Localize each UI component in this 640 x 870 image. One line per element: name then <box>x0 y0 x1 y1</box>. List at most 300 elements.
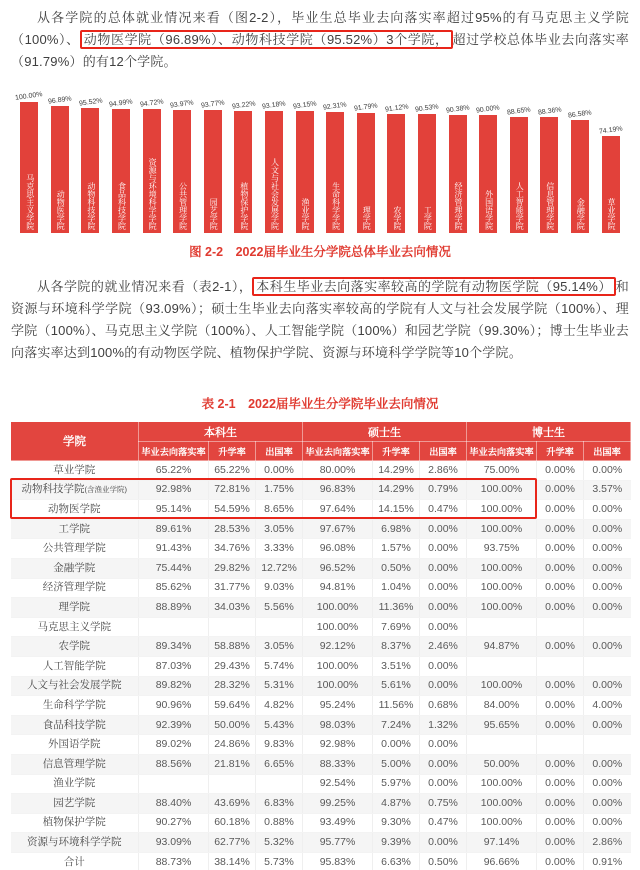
bar-column <box>351 104 382 233</box>
rate-cell: 84.00% <box>467 696 537 716</box>
rate-cell: 100.00% <box>467 774 537 794</box>
rate-cell: 9.30% <box>373 813 420 833</box>
bar <box>387 114 405 233</box>
rate-cell: 92.39% <box>139 715 209 735</box>
rate-cell: 50.00% <box>467 754 537 774</box>
table-row <box>11 696 631 716</box>
rate-cell: 5.73% <box>256 852 303 870</box>
rate-cell: 8.65% <box>256 500 303 520</box>
college-name-cell: 资源与环境科学学院 <box>11 833 139 853</box>
bar-value-label: 93.97% <box>170 99 195 110</box>
college-name-cell: 动物科技学院(含渔业学院) <box>11 480 139 500</box>
header-abroad-rate: 出国率 <box>584 442 631 461</box>
table-row <box>11 774 631 794</box>
table-row <box>11 461 631 481</box>
rate-cell: 88.89% <box>139 598 209 618</box>
rate-cell: 14.29% <box>373 480 420 500</box>
bar-category-label: 食品科技学院 <box>117 182 127 230</box>
bar-chart <box>14 83 626 233</box>
rate-cell: 9.83% <box>256 735 303 755</box>
rate-cell: 29.43% <box>209 656 256 676</box>
rate-cell: 3.05% <box>256 519 303 539</box>
paragraph2-highlight-box: 本科生毕业去向落实率较高的学院有动物医学院（95.14%） <box>252 277 616 296</box>
bar-column <box>381 102 412 233</box>
rate-cell: 9.39% <box>373 833 420 853</box>
bar-category-label: 金融学院 <box>576 198 586 230</box>
rate-cell: 12.72% <box>256 558 303 578</box>
rate-cell: 91.43% <box>139 539 209 559</box>
paragraph2-post: 和资源与环境科学学院（93.09%）；硕士生毕业去向落实率较高的学院有人文与社会发展学院（100%）、理学院（100%）、马克思主义学院（100%）、人工智能学院（100%）和园艺学院（99.30%）；博士生毕业去向落实率达到100%的有动物医学院、植物保护学院、资源与环境科学学院等10个学院。 <box>11 279 629 360</box>
rate-cell: 96.83% <box>303 480 373 500</box>
rate-cell: 88.56% <box>139 754 209 774</box>
rate-cell: 98.03% <box>303 715 373 735</box>
rate-cell: 1.04% <box>373 578 420 598</box>
bar-value-label: 88.65% <box>506 106 532 117</box>
bar-value-label: 91.79% <box>353 102 379 113</box>
rate-cell: 0.47% <box>420 500 467 520</box>
bar-value-label: 96.89% <box>47 95 73 106</box>
table-row <box>11 715 631 735</box>
rate-cell: 1.32% <box>420 715 467 735</box>
rate-cell <box>256 774 303 794</box>
rate-cell: 75.00% <box>467 461 537 481</box>
bar <box>540 117 558 233</box>
rate-cell: 89.34% <box>139 637 209 657</box>
table-body <box>11 461 631 870</box>
rate-cell: 0.00% <box>537 715 584 735</box>
rate-cell: 99.25% <box>303 794 373 814</box>
bar-value-label: 74.19% <box>598 125 623 136</box>
figure-caption: 图 2-2 2022届毕业生分学院总体毕业去向情况 <box>189 245 451 259</box>
rate-cell: 0.00% <box>537 833 584 853</box>
college-name-cell: 金融学院 <box>11 558 139 578</box>
table-row <box>11 578 631 598</box>
bar-category-label: 外国语学院 <box>484 190 494 230</box>
rate-cell: 0.00% <box>584 500 631 520</box>
rate-cell: 89.02% <box>139 735 209 755</box>
rate-cell: 94.81% <box>303 578 373 598</box>
bar-category-label: 公共管理学院 <box>178 182 188 230</box>
rate-cell: 11.36% <box>373 598 420 618</box>
rate-cell: 0.00% <box>373 735 420 755</box>
bar <box>51 106 69 233</box>
rate-cell: 0.00% <box>537 754 584 774</box>
rate-cell: 2.86% <box>420 461 467 481</box>
rate-cell: 0.00% <box>420 578 467 598</box>
rate-cell: 28.32% <box>209 676 256 696</box>
rate-cell: 100.00% <box>467 794 537 814</box>
rate-cell: 6.63% <box>373 852 420 870</box>
bar <box>602 136 620 233</box>
bar-category-label: 工学院 <box>423 206 433 230</box>
bar-category-label: 渔业学院 <box>301 198 311 230</box>
table-row <box>11 500 631 520</box>
rate-cell: 100.00% <box>303 656 373 676</box>
rate-cell: 0.00% <box>420 676 467 696</box>
rate-cell: 2.86% <box>584 833 631 853</box>
rate-cell <box>584 617 631 637</box>
header-group-undergraduate: 本科生 <box>139 422 303 442</box>
rate-cell: 0.00% <box>420 558 467 578</box>
rate-cell: 0.68% <box>420 696 467 716</box>
rate-cell: 5.31% <box>256 676 303 696</box>
bar <box>296 111 314 233</box>
rate-cell: 5.43% <box>256 715 303 735</box>
bar-column <box>289 102 320 233</box>
rate-cell: 0.00% <box>584 794 631 814</box>
college-name-cell: 园艺学院 <box>11 794 139 814</box>
rate-cell: 93.09% <box>139 833 209 853</box>
rate-cell: 97.67% <box>303 519 373 539</box>
bar-column <box>14 93 45 233</box>
rate-cell: 58.88% <box>209 637 256 657</box>
rate-cell: 34.03% <box>209 598 256 618</box>
college-name-cell: 经济管理学院 <box>11 578 139 598</box>
rate-cell <box>467 735 537 755</box>
bar-category-label: 经济管理学院 <box>454 182 463 230</box>
rate-cell: 2.46% <box>420 637 467 657</box>
college-name-note: (含渔业学院) <box>84 485 127 495</box>
bar-column <box>565 108 596 233</box>
bar <box>112 109 130 233</box>
bar-value-label: 93.15% <box>292 100 317 111</box>
rate-cell <box>584 656 631 676</box>
rate-cell: 97.14% <box>467 833 537 853</box>
table-row <box>11 676 631 696</box>
rate-cell: 0.00% <box>537 500 584 520</box>
header-abroad-rate: 出国率 <box>420 442 467 461</box>
bar <box>326 112 344 233</box>
rate-cell: 92.98% <box>303 735 373 755</box>
bar-column <box>45 97 76 233</box>
rate-cell: 0.00% <box>584 813 631 833</box>
rate-cell <box>256 617 303 637</box>
bar-column <box>198 101 229 233</box>
header-college: 学院 <box>11 422 139 461</box>
rate-cell: 0.00% <box>537 813 584 833</box>
rate-cell: 0.00% <box>420 598 467 618</box>
table-row <box>11 519 631 539</box>
rate-cell <box>139 617 209 637</box>
rate-cell: 88.33% <box>303 754 373 774</box>
rate-cell: 0.00% <box>584 774 631 794</box>
rate-cell: 100.00% <box>467 500 537 520</box>
rate-cell: 11.56% <box>373 696 420 716</box>
rate-cell: 0.00% <box>537 598 584 618</box>
rate-cell: 89.61% <box>139 519 209 539</box>
college-name-cell: 生命科学学院 <box>11 696 139 716</box>
rate-cell: 80.00% <box>303 461 373 481</box>
rate-cell: 0.00% <box>584 539 631 559</box>
bar-column <box>167 101 198 233</box>
college-name-cell: 人工智能学院 <box>11 656 139 676</box>
bar <box>449 115 467 233</box>
rate-cell: 29.82% <box>209 558 256 578</box>
bar-column <box>75 99 106 233</box>
rate-cell: 0.00% <box>584 578 631 598</box>
rate-cell <box>209 774 256 794</box>
bar-category-label: 园艺学院 <box>209 198 219 230</box>
bar-column <box>106 97 137 233</box>
rate-cell: 0.00% <box>420 774 467 794</box>
rate-cell: 72.81% <box>209 480 256 500</box>
college-name-cell: 植物保护学院 <box>11 813 139 833</box>
header-further-study-rate: 升学率 <box>373 442 420 461</box>
rate-cell: 100.00% <box>467 578 537 598</box>
bar-column <box>473 106 504 233</box>
rate-cell: 100.00% <box>303 598 373 618</box>
rate-cell: 0.00% <box>584 637 631 657</box>
rate-cell: 0.50% <box>420 852 467 870</box>
rate-cell: 9.03% <box>256 578 303 598</box>
rate-cell: 0.00% <box>420 754 467 774</box>
rate-cell <box>584 735 631 755</box>
rate-cell: 96.08% <box>303 539 373 559</box>
rate-cell: 100.00% <box>467 558 537 578</box>
rate-cell: 87.03% <box>139 656 209 676</box>
paragraph2-pre: 从各学院的就业情况来看（表2-1）， <box>37 279 253 294</box>
rate-cell: 0.00% <box>537 637 584 657</box>
rate-cell: 0.00% <box>420 539 467 559</box>
header-abroad-rate: 出国率 <box>256 442 303 461</box>
rate-cell: 100.00% <box>467 519 537 539</box>
paragraph1-post: 超过学校总体毕业去向落实率（91.79%）的有12个学院。 <box>11 32 629 69</box>
bar-category-label: 马克思主义学院 <box>25 174 35 230</box>
rate-cell: 3.33% <box>256 539 303 559</box>
paragraph1-highlight-box: 动物医学院（96.89%）、动物科技学院（95.52%）3个学院， <box>80 30 453 49</box>
bar <box>571 120 589 233</box>
rate-cell: 38.14% <box>209 852 256 870</box>
rate-cell: 8.37% <box>373 637 420 657</box>
rate-cell: 1.57% <box>373 539 420 559</box>
table-row <box>11 833 631 853</box>
rate-cell: 62.77% <box>209 833 256 853</box>
rate-cell: 43.69% <box>209 794 256 814</box>
bar-category-label: 理学院 <box>362 206 372 230</box>
rate-cell: 3.57% <box>584 480 631 500</box>
rate-cell: 100.00% <box>303 676 373 696</box>
bar <box>234 111 252 233</box>
bar <box>357 113 375 233</box>
bar-category-label: 人工智能学院 <box>515 182 525 230</box>
rate-cell: 7.24% <box>373 715 420 735</box>
rate-cell: 54.59% <box>209 500 256 520</box>
bar-category-label: 农学院 <box>392 206 402 230</box>
table-row <box>11 598 631 618</box>
rate-cell: 0.00% <box>537 461 584 481</box>
employment-table <box>10 421 631 870</box>
employment-table-wrapper <box>10 421 630 870</box>
rate-cell: 89.82% <box>139 676 209 696</box>
bar <box>173 110 191 233</box>
rate-cell: 85.62% <box>139 578 209 598</box>
rate-cell: 59.64% <box>209 696 256 716</box>
college-name-cell: 马克思主义学院 <box>11 617 139 637</box>
rate-cell: 34.76% <box>209 539 256 559</box>
rate-cell: 50.00% <box>209 715 256 735</box>
college-name-cell: 公共管理学院 <box>11 539 139 559</box>
rate-cell: 3.05% <box>256 637 303 657</box>
bar-column <box>534 108 565 233</box>
rate-cell: 0.00% <box>537 774 584 794</box>
table-row <box>11 656 631 676</box>
bar-value-label: 93.77% <box>200 99 226 110</box>
bar-category-label: 生命科学学院 <box>331 182 341 230</box>
bar <box>204 110 222 233</box>
college-name-cell: 工学院 <box>11 519 139 539</box>
rate-cell <box>467 656 537 676</box>
rate-cell: 0.00% <box>584 715 631 735</box>
rate-cell: 4.87% <box>373 794 420 814</box>
bar-category-label: 资源与环境科学学院 <box>148 158 158 230</box>
rate-cell: 100.00% <box>467 480 537 500</box>
rate-cell <box>139 774 209 794</box>
bar <box>510 117 528 233</box>
bar-category-label: 草业学院 <box>606 198 616 230</box>
bar-value-label: 100.00% <box>15 91 44 102</box>
rate-cell: 0.79% <box>420 480 467 500</box>
bar-column <box>136 100 167 233</box>
rate-cell: 5.97% <box>373 774 420 794</box>
table-row <box>11 852 631 870</box>
rate-cell: 6.83% <box>256 794 303 814</box>
table-row <box>11 558 631 578</box>
college-name-cell: 农学院 <box>11 637 139 657</box>
bar-column <box>412 105 443 233</box>
rate-cell: 31.77% <box>209 578 256 598</box>
header-placement-rate: 毕业去向落实率 <box>303 442 373 461</box>
table-row <box>11 637 631 657</box>
rate-cell: 0.00% <box>537 578 584 598</box>
college-name-cell: 信息管理学院 <box>11 754 139 774</box>
header-placement-rate: 毕业去向落实率 <box>139 442 209 461</box>
header-further-study-rate: 升学率 <box>209 442 256 461</box>
rate-cell: 60.18% <box>209 813 256 833</box>
bar-value-label: 95.52% <box>78 97 103 108</box>
bar-category-label: 动物医学院 <box>56 190 66 230</box>
overall-employment-paragraph <box>11 7 629 73</box>
rate-cell: 75.44% <box>139 558 209 578</box>
bar-value-label: 94.99% <box>108 97 134 109</box>
rate-cell: 65.22% <box>209 461 256 481</box>
bar-value-label: 93.18% <box>261 100 287 111</box>
rate-cell: 92.54% <box>303 774 373 794</box>
college-name-cell: 草业学院 <box>11 461 139 481</box>
rate-cell: 0.00% <box>420 519 467 539</box>
rate-cell: 0.00% <box>537 794 584 814</box>
rate-cell: 14.29% <box>373 461 420 481</box>
table-row <box>11 539 631 559</box>
table-row <box>11 735 631 755</box>
bar-column <box>442 103 473 233</box>
rate-cell: 3.51% <box>373 656 420 676</box>
rate-cell: 0.91% <box>584 852 631 870</box>
rate-cell: 0.00% <box>537 676 584 696</box>
rate-cell: 0.00% <box>584 754 631 774</box>
rate-cell: 28.53% <box>209 519 256 539</box>
rate-cell <box>467 617 537 637</box>
rate-cell: 88.40% <box>139 794 209 814</box>
rate-cell: 0.00% <box>537 696 584 716</box>
college-name-cell: 合计 <box>11 852 139 870</box>
bar <box>479 115 497 233</box>
rate-cell: 0.00% <box>584 598 631 618</box>
rate-cell <box>537 735 584 755</box>
paragraph1-pre: 从各学院的总体就业情况来看（图2-2），毕业生总毕业去向落实率超过95%的有马克思主义学院（100%）、 <box>11 10 629 47</box>
table-row <box>11 813 631 833</box>
college-name-cell: 动物医学院 <box>11 500 139 520</box>
bar-column <box>259 102 290 233</box>
bar-column <box>504 108 535 233</box>
table-row <box>11 794 631 814</box>
rate-cell: 95.83% <box>303 852 373 870</box>
rate-cell: 0.00% <box>420 833 467 853</box>
bar-value-label: 90.00% <box>475 104 501 115</box>
rate-cell: 0.75% <box>420 794 467 814</box>
rate-cell: 90.27% <box>139 813 209 833</box>
rate-cell: 0.00% <box>584 558 631 578</box>
college-employment-paragraph <box>11 276 629 364</box>
college-name-cell: 人文与社会发展学院 <box>11 676 139 696</box>
rate-cell: 95.65% <box>467 715 537 735</box>
rate-cell: 1.75% <box>256 480 303 500</box>
rate-cell: 0.00% <box>420 735 467 755</box>
table-title: 表 2-1 2022届毕业生分学院毕业去向情况 <box>201 397 439 411</box>
college-name-cell: 渔业学院 <box>11 774 139 794</box>
bar <box>20 102 38 233</box>
rate-cell: 65.22% <box>139 461 209 481</box>
table-header <box>11 422 631 461</box>
rate-cell: 100.00% <box>467 813 537 833</box>
bar-category-label: 动物科技学院 <box>86 182 96 230</box>
rate-cell: 88.73% <box>139 852 209 870</box>
rate-cell: 95.14% <box>139 500 209 520</box>
rate-cell: 95.77% <box>303 833 373 853</box>
rate-cell: 0.00% <box>256 461 303 481</box>
bar-column <box>320 103 351 233</box>
rate-cell: 6.98% <box>373 519 420 539</box>
rate-cell: 92.98% <box>139 480 209 500</box>
rate-cell: 0.00% <box>537 519 584 539</box>
header-placement-rate: 毕业去向落实率 <box>467 442 537 461</box>
rate-cell: 4.00% <box>584 696 631 716</box>
rate-cell: 7.69% <box>373 617 420 637</box>
rate-cell: 0.50% <box>373 558 420 578</box>
rate-cell: 5.61% <box>373 676 420 696</box>
rate-cell <box>537 656 584 676</box>
table-row <box>11 754 631 774</box>
bar-value-label: 88.36% <box>537 106 562 117</box>
bar-value-label: 93.22% <box>231 100 256 111</box>
rate-cell: 0.00% <box>537 558 584 578</box>
rate-cell: 93.75% <box>467 539 537 559</box>
rate-cell: 24.86% <box>209 735 256 755</box>
bar-category-label: 信息管理学院 <box>545 182 555 230</box>
rate-cell: 100.00% <box>467 676 537 696</box>
bar-value-label: 86.58% <box>567 108 593 120</box>
bar <box>143 109 161 233</box>
rate-cell: 21.81% <box>209 754 256 774</box>
rate-cell: 90.96% <box>139 696 209 716</box>
rate-cell: 94.87% <box>467 637 537 657</box>
bar-value-label: 90.38% <box>445 103 470 115</box>
bar-column <box>228 102 259 233</box>
rate-cell: 5.74% <box>256 656 303 676</box>
rate-cell: 95.24% <box>303 696 373 716</box>
rate-cell: 100.00% <box>467 598 537 618</box>
bar-value-label: 92.31% <box>322 101 348 112</box>
rate-cell: 4.82% <box>256 696 303 716</box>
